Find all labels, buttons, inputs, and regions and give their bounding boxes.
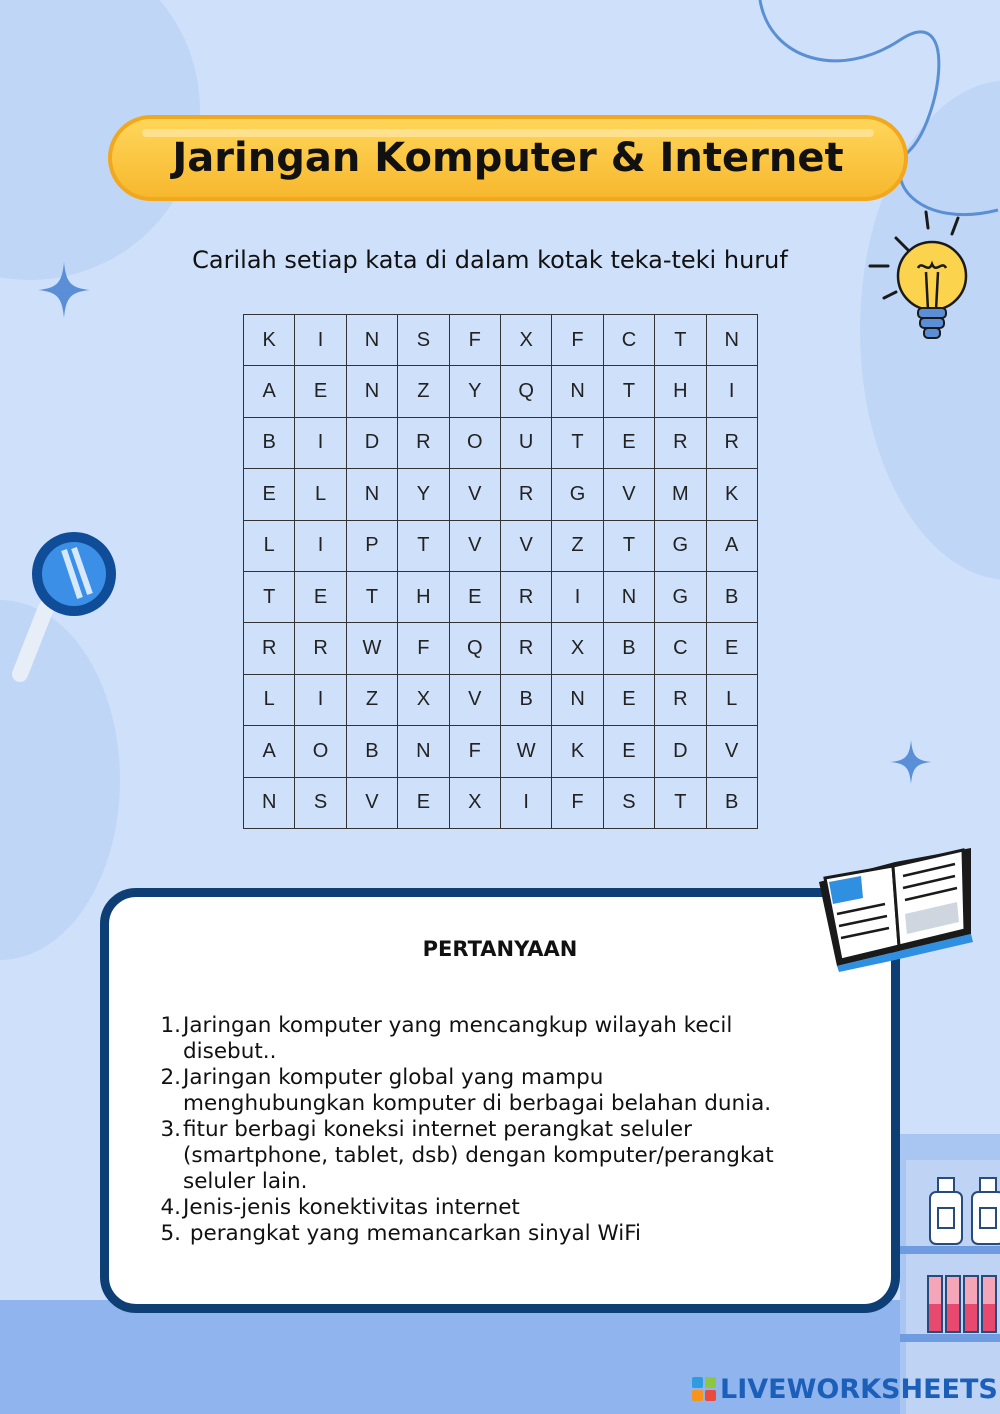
grid-cell[interactable]: A — [244, 726, 295, 777]
grid-cell[interactable]: E — [450, 572, 501, 623]
grid-cell[interactable]: E — [295, 572, 346, 623]
grid-cell[interactable]: H — [398, 572, 449, 623]
grid-cell[interactable]: V — [450, 675, 501, 726]
grid-cell[interactable]: O — [295, 726, 346, 777]
grid-cell[interactable]: V — [450, 521, 501, 572]
grid-cell[interactable]: M — [655, 469, 706, 520]
grid-cell[interactable]: V — [450, 469, 501, 520]
magnifier-icon — [6, 528, 120, 684]
question-number: 1. — [160, 1013, 181, 1038]
grid-cell[interactable]: R — [244, 623, 295, 674]
grid-cell[interactable]: C — [604, 315, 655, 366]
grid-cell[interactable]: N — [347, 469, 398, 520]
lightbulb-icon — [866, 208, 998, 350]
grid-cell[interactable]: X — [552, 623, 603, 674]
grid-cell[interactable]: T — [347, 572, 398, 623]
logo-text: LIVEWORKSHEETS — [720, 1373, 998, 1405]
grid-cell[interactable]: E — [707, 623, 758, 674]
grid-cell[interactable]: X — [398, 675, 449, 726]
grid-cell[interactable]: B — [347, 726, 398, 777]
grid-cell[interactable]: R — [501, 572, 552, 623]
grid-cell[interactable]: V — [347, 778, 398, 829]
grid-cell[interactable]: T — [244, 572, 295, 623]
question-item — [159, 1195, 879, 1221]
grid-cell[interactable]: C — [655, 623, 706, 674]
grid-cell[interactable]: P — [347, 521, 398, 572]
question-item — [159, 1013, 879, 1065]
grid-cell[interactable]: O — [450, 418, 501, 469]
grid-cell[interactable]: Y — [450, 366, 501, 417]
title-banner — [108, 115, 908, 201]
question-number: 4. — [160, 1195, 181, 1220]
grid-cell[interactable]: N — [552, 675, 603, 726]
grid-cell[interactable]: T — [552, 418, 603, 469]
grid-cell[interactable]: B — [244, 418, 295, 469]
liveworksheets-logo — [692, 1372, 998, 1406]
grid-cell[interactable]: N — [347, 366, 398, 417]
grid-cell[interactable]: B — [707, 778, 758, 829]
grid-cell[interactable]: G — [552, 469, 603, 520]
grid-cell[interactable]: W — [501, 726, 552, 777]
grid-cell[interactable]: F — [450, 315, 501, 366]
grid-cell[interactable]: E — [604, 418, 655, 469]
question-text-line: Jaringan komputer global yang mampu — [183, 1065, 604, 1090]
grid-cell[interactable]: I — [501, 778, 552, 829]
question-text-line: disebut.. — [183, 1039, 277, 1064]
grid-cell[interactable]: D — [347, 418, 398, 469]
grid-cell[interactable]: T — [655, 315, 706, 366]
grid-cell[interactable]: I — [295, 675, 346, 726]
grid-cell[interactable]: N — [604, 572, 655, 623]
grid-cell[interactable]: R — [707, 418, 758, 469]
question-text-line: menghubungkan komputer di berbagai belahan dunia. — [183, 1091, 772, 1116]
grid-cell[interactable]: E — [398, 778, 449, 829]
grid-cell[interactable]: G — [655, 572, 706, 623]
grid-cell[interactable]: I — [707, 366, 758, 417]
grid-cell[interactable]: T — [604, 521, 655, 572]
grid-cell[interactable]: E — [244, 469, 295, 520]
question-text-line: Jenis-jenis konektivitas internet — [183, 1195, 520, 1220]
grid-cell[interactable]: W — [347, 623, 398, 674]
grid-cell[interactable]: Z — [552, 521, 603, 572]
grid-cell[interactable]: D — [655, 726, 706, 777]
grid-cell[interactable]: K — [244, 315, 295, 366]
word-search-grid — [243, 314, 758, 829]
grid-cell[interactable]: I — [295, 315, 346, 366]
grid-cell[interactable]: F — [398, 623, 449, 674]
grid-cell[interactable]: N — [707, 315, 758, 366]
grid-cell[interactable]: I — [295, 521, 346, 572]
grid-cell[interactable]: F — [450, 726, 501, 777]
grid-cell[interactable]: S — [398, 315, 449, 366]
grid-cell[interactable]: N — [244, 778, 295, 829]
open-book-icon — [815, 842, 975, 974]
grid-cell[interactable]: E — [604, 675, 655, 726]
question-item — [159, 1065, 879, 1117]
grid-cell[interactable]: S — [295, 778, 346, 829]
page-title: Jaringan Komputer & Internet — [172, 135, 844, 181]
question-number: 5. — [160, 1221, 181, 1246]
grid-cell[interactable]: N — [347, 315, 398, 366]
sparkle-icon — [890, 740, 932, 784]
grid-cell[interactable]: T — [398, 521, 449, 572]
grid-cell[interactable]: T — [604, 366, 655, 417]
grid-cell[interactable]: Z — [347, 675, 398, 726]
grid-cell[interactable]: E — [604, 726, 655, 777]
grid-cell[interactable]: I — [295, 418, 346, 469]
grid-cell[interactable]: U — [501, 418, 552, 469]
grid-cell[interactable]: A — [707, 521, 758, 572]
grid-cell[interactable]: G — [655, 521, 706, 572]
grid-cell[interactable]: F — [552, 315, 603, 366]
questions-list — [159, 1013, 879, 1247]
grid-cell[interactable]: V — [604, 469, 655, 520]
question-item — [159, 1221, 879, 1247]
grid-cell[interactable]: S — [604, 778, 655, 829]
grid-cell[interactable]: F — [552, 778, 603, 829]
grid-cell[interactable]: R — [501, 469, 552, 520]
grid-cell[interactable]: L — [295, 469, 346, 520]
grid-cell[interactable]: R — [295, 623, 346, 674]
question-text-line: Jaringan komputer yang mencangkup wilayah kecil — [183, 1013, 733, 1038]
grid-cell[interactable]: X — [450, 778, 501, 829]
grid-cell[interactable]: Q — [450, 623, 501, 674]
grid-cell[interactable]: N — [552, 366, 603, 417]
grid-cell[interactable]: K — [707, 469, 758, 520]
grid-cell[interactable]: V — [707, 726, 758, 777]
grid-cell[interactable]: R — [655, 675, 706, 726]
question-number: 2. — [160, 1065, 181, 1090]
grid-cell[interactable]: A — [244, 366, 295, 417]
grid-cell[interactable]: Z — [398, 366, 449, 417]
question-item — [159, 1117, 879, 1195]
grid-cell[interactable]: H — [655, 366, 706, 417]
grid-cell[interactable]: X — [501, 315, 552, 366]
questions-heading: PERTANYAAN — [422, 937, 578, 961]
grid-cell[interactable]: R — [398, 418, 449, 469]
question-text-line: fitur berbagi koneksi internet perangkat seluler — [183, 1117, 692, 1142]
question-text-line: perangkat yang memancarkan sinyal WiFi — [183, 1221, 642, 1246]
grid-cell[interactable]: V — [501, 521, 552, 572]
grid-cell[interactable]: L — [244, 675, 295, 726]
logo-mark-icon — [692, 1377, 716, 1401]
grid-cell[interactable]: E — [295, 366, 346, 417]
grid-cell[interactable]: N — [398, 726, 449, 777]
grid-cell[interactable]: Q — [501, 366, 552, 417]
grid-cell[interactable]: L — [244, 521, 295, 572]
grid-cell[interactable]: B — [604, 623, 655, 674]
grid-cell[interactable]: R — [501, 623, 552, 674]
grid-cell[interactable]: Y — [398, 469, 449, 520]
questions-panel — [100, 888, 900, 1313]
instruction-text: Carilah setiap kata di dalam kotak teka-teki huruf — [192, 246, 788, 274]
grid-cell[interactable]: L — [707, 675, 758, 726]
grid-cell[interactable]: K — [552, 726, 603, 777]
question-text-line: (smartphone, tablet, dsb) dengan komputer/perangkat — [183, 1143, 774, 1168]
grid-cell[interactable]: T — [655, 778, 706, 829]
question-number: 3. — [160, 1117, 181, 1142]
grid-cell[interactable]: B — [501, 675, 552, 726]
grid-cell[interactable]: B — [707, 572, 758, 623]
grid-cell[interactable]: I — [552, 572, 603, 623]
grid-cell[interactable]: R — [655, 418, 706, 469]
question-text-line: seluler lain. — [183, 1169, 308, 1194]
